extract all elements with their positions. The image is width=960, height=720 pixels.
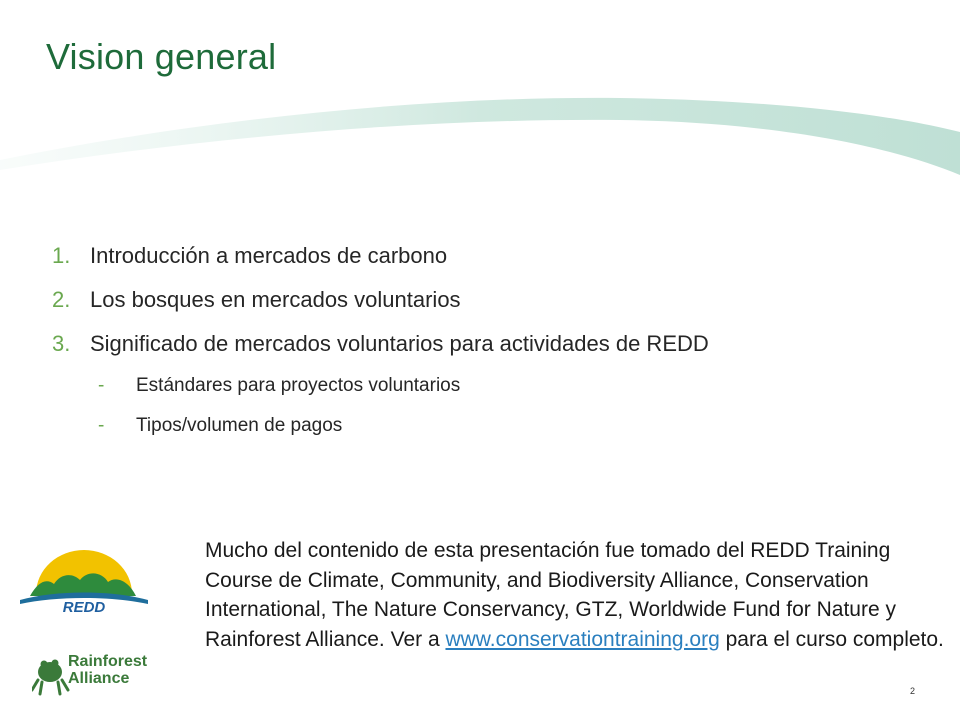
svg-text:REDD: REDD — [62, 599, 106, 614]
note-text-end: para el curso completo. — [719, 627, 944, 651]
attribution-note — [205, 536, 945, 654]
subitem-bullet: - — [98, 415, 105, 436]
agenda-subitem — [52, 366, 932, 406]
item-text: Introducción a mercados de carbono — [90, 243, 448, 268]
agenda-list — [52, 234, 932, 446]
conservation-training-link[interactable]: www.conservationtraining.org — [445, 627, 720, 651]
slide-title: Vision general — [46, 36, 277, 77]
item-number: 1. — [52, 243, 71, 268]
agenda-subitem — [52, 406, 932, 446]
agenda-item — [52, 278, 932, 322]
rainforest-alliance-logo-text: Rainforest Alliance — [68, 653, 148, 687]
agenda-item — [52, 234, 932, 278]
page-number: 2 — [910, 686, 916, 696]
item-number: 3. — [52, 331, 71, 356]
subitem-text: Estándares para proyectos voluntarios — [136, 375, 461, 396]
item-text: Significado de mercados voluntarios para actividades de REDD — [90, 331, 709, 356]
decorative-swoosh — [0, 0, 960, 200]
item-text: Los bosques en mercados voluntarios — [90, 287, 461, 312]
subitem-bullet: - — [98, 375, 105, 396]
note-text: Mucho del contenido de esta presentación fue tomado del REDD Training Course de Climate, Community, and Biodiversity Alliance, Conservation International, The Nature Conservancy, GTZ, Worldwide Fund for Nature y Rainforest Alliance. Ver a — [205, 539, 896, 651]
agenda-item — [52, 322, 932, 366]
subitem-text: Tipos/volumen de pagos — [136, 415, 343, 436]
item-number: 2. — [52, 287, 71, 312]
redd-logo — [16, 548, 152, 614]
